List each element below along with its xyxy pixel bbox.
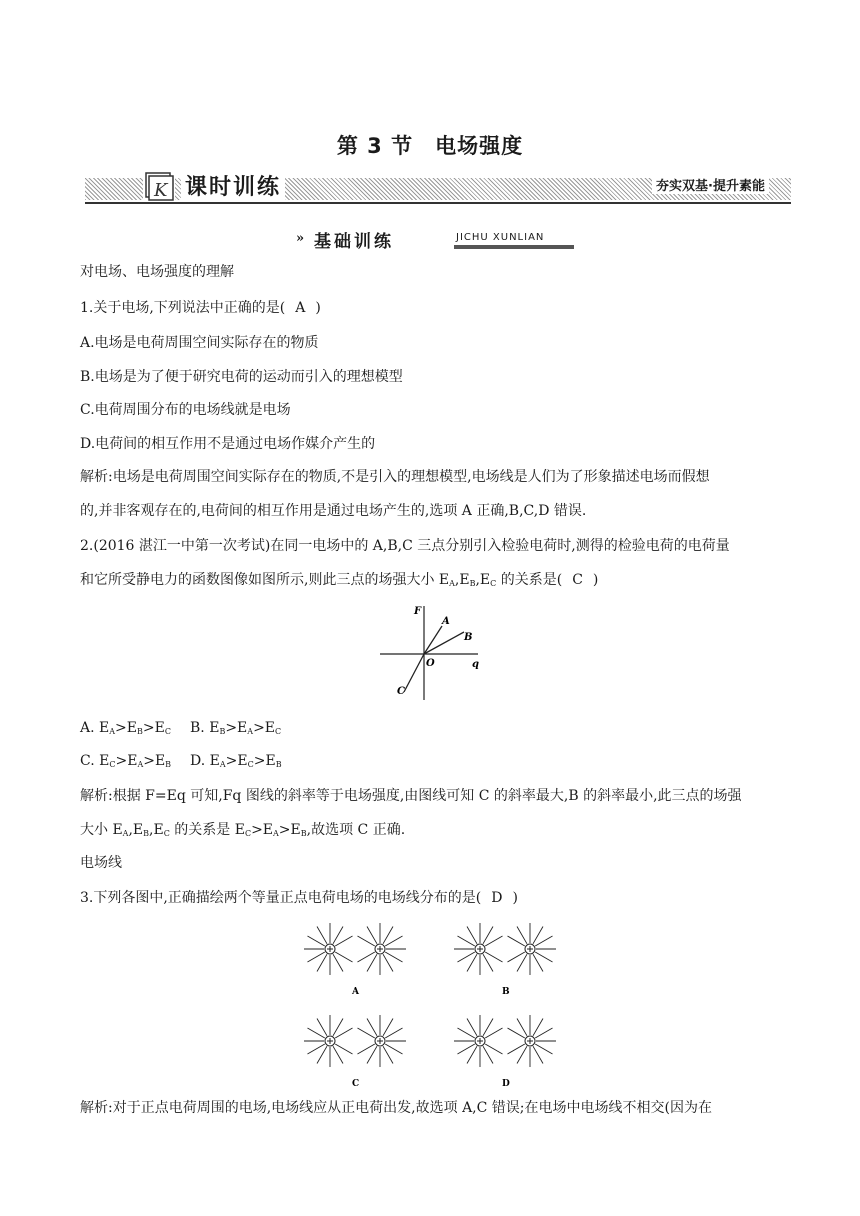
field-line [317, 926, 327, 943]
question-2-analysis-cont: 大小 $E_A,E_B,E_C$ 的关系是 $E_C>E_A>E_B$,故选项 C 正确. [80, 822, 406, 838]
field-line [335, 1028, 352, 1038]
field-line [533, 1046, 543, 1063]
subheader-rule [454, 245, 574, 249]
field-line [357, 1028, 374, 1038]
field-line [507, 936, 524, 946]
field-line [367, 1018, 377, 1035]
field-line [485, 1028, 502, 1038]
field-line [467, 1046, 477, 1063]
field-line [333, 1046, 343, 1063]
field-line [335, 952, 352, 962]
field-line [457, 936, 474, 946]
lesson-banner [85, 170, 791, 208]
question-2-option-b: B. $E_B>E_A>E_C$ [190, 720, 282, 736]
label-c: C [397, 686, 405, 697]
question-1-option-b: B.电场是为了便于研究电荷的运动而引入的理想模型 [80, 369, 403, 385]
figure-d [454, 1015, 556, 1067]
field-line [507, 1028, 524, 1038]
field-line [383, 1046, 393, 1063]
field-line-figures [300, 914, 560, 1094]
question-1-analysis-cont: 的,并非客观存在的,电荷间的相互作用是通过电场产生的,选项 A 正确,B,C,D 错误. [80, 503, 587, 519]
label-a: A [442, 616, 450, 627]
field-line [483, 954, 493, 971]
question-2-analysis: 解析:根据 F=Eq 可知,Fq 图线的斜率等于电场强度,由图线可知 C 的斜率最大,B 的斜率最小,此三点的场强 [80, 788, 742, 804]
question-1-option-c: C.电荷周围分布的电场线就是电场 [80, 402, 291, 418]
label-f: F [414, 606, 422, 617]
section-number: 第 3 节 [336, 134, 414, 158]
field-line [517, 1046, 527, 1063]
question-2-answer: C [572, 572, 583, 588]
field-line [335, 1044, 352, 1054]
field-line [507, 952, 524, 962]
field-line [367, 926, 377, 943]
field-line [535, 1044, 552, 1054]
field-line [517, 1018, 527, 1035]
question-2-stem-cont: 和它所受静电力的函数图像如图所示,则此三点的场强大小 $E_A,E_B,E_C$ 的关系是( C ) [80, 572, 599, 588]
field-line [357, 936, 374, 946]
field-line [467, 1018, 477, 1035]
field-line [533, 1018, 543, 1035]
question-2-option-c: C. $E_C>E_A>E_B$ [80, 753, 172, 769]
label-o: O [426, 658, 435, 669]
field-line [307, 936, 324, 946]
field-line [357, 1044, 374, 1054]
field-line [307, 952, 324, 962]
question-1-option-d: D.电荷间的相互作用不是通过电场作媒介产生的 [80, 436, 376, 452]
banner-slogan: 夯实双基·提升素能 [652, 175, 769, 194]
field-line [533, 954, 543, 971]
field-line [457, 1028, 474, 1038]
question-1-stem: 1.关于电场,下列说法中正确的是( A ) [80, 300, 321, 316]
field-line [483, 1046, 493, 1063]
field-line [317, 1018, 327, 1035]
field-line [385, 1044, 402, 1054]
subheader-arrows: » [296, 231, 305, 246]
question-3-analysis: 解析:对于正点电荷周围的电场,电场线应从正电荷出发,故选项 A,C 错误;在电场中电场线不相交(因为在 [80, 1100, 712, 1116]
field-line [457, 1044, 474, 1054]
field-line [333, 954, 343, 971]
question-1-answer: A [295, 300, 306, 316]
field-line [335, 936, 352, 946]
section-subheader [296, 227, 566, 253]
field-line [317, 954, 327, 971]
question-2-option-d: D. $E_A>E_C>E_B$ [190, 753, 282, 769]
line-c [404, 654, 424, 692]
topic-heading-2: 电场线 [80, 855, 122, 871]
figure-c [304, 1015, 406, 1067]
banner-label: 课时训练 [181, 170, 285, 201]
field-line [457, 952, 474, 962]
field-line [385, 936, 402, 946]
field-line [367, 1046, 377, 1063]
field-line [535, 952, 552, 962]
field-line [383, 1018, 393, 1035]
label-b: B [464, 632, 473, 643]
figure-label-c: C [352, 1079, 360, 1089]
figure-a [304, 923, 406, 975]
field-line [333, 1018, 343, 1035]
line-a [424, 626, 442, 654]
figure-b [454, 923, 556, 975]
question-3-stem: 3.下列各图中,正确描绘两个等量正点电荷电场的电场线分布的是( D ) [80, 890, 518, 906]
field-line [383, 954, 393, 971]
field-line [517, 926, 527, 943]
svg-text:K: K [154, 180, 168, 201]
banner-logo-icon [143, 170, 175, 202]
page-title [0, 130, 860, 160]
field-line [385, 1028, 402, 1038]
field-line [307, 1044, 324, 1054]
field-line [307, 1028, 324, 1038]
topic-heading: 对电场、电场强度的理解 [80, 264, 234, 280]
field-line [483, 926, 493, 943]
field-line [507, 1044, 524, 1054]
field-line [357, 952, 374, 962]
field-line [517, 954, 527, 971]
field-line [535, 1028, 552, 1038]
fq-graph [376, 602, 486, 702]
question-2-option-a: A. $E_A>E_B>E_C$ [80, 720, 171, 736]
field-line [485, 952, 502, 962]
field-line [467, 926, 477, 943]
banner-rule [85, 202, 791, 204]
figure-label-d: D [502, 1079, 510, 1089]
question-1-analysis: 解析:电场是电荷周围空间实际存在的物质,不是引入的理想模型,电场线是人们为了形象描述电场而假想 [80, 469, 710, 485]
field-line [317, 1046, 327, 1063]
label-q: q [472, 659, 479, 670]
question-1-option-a: A.电场是电荷周围空间实际存在的物质 [80, 335, 319, 351]
field-line [535, 936, 552, 946]
field-line [367, 954, 377, 971]
field-line [333, 926, 343, 943]
field-line [485, 936, 502, 946]
field-line [533, 926, 543, 943]
field-line [483, 1018, 493, 1035]
line-b [424, 632, 464, 654]
question-2-stem: 2.(2016 湛江一中第一次考试)在同一电场中的 A,B,C 三点分别引入检验电荷时,测得的检验电荷的电荷量 [80, 538, 730, 554]
field-line [383, 926, 393, 943]
field-line [467, 954, 477, 971]
field-line [485, 1044, 502, 1054]
figure-label-a: A [352, 987, 359, 997]
field-line [385, 952, 402, 962]
subheader-pinyin: JICHU XUNLIAN [456, 232, 545, 243]
subheader-title: 基础训练 [314, 232, 394, 252]
section-name: 电场强度 [435, 134, 524, 158]
question-3-answer: D [491, 890, 503, 906]
figure-label-b: B [502, 987, 510, 997]
